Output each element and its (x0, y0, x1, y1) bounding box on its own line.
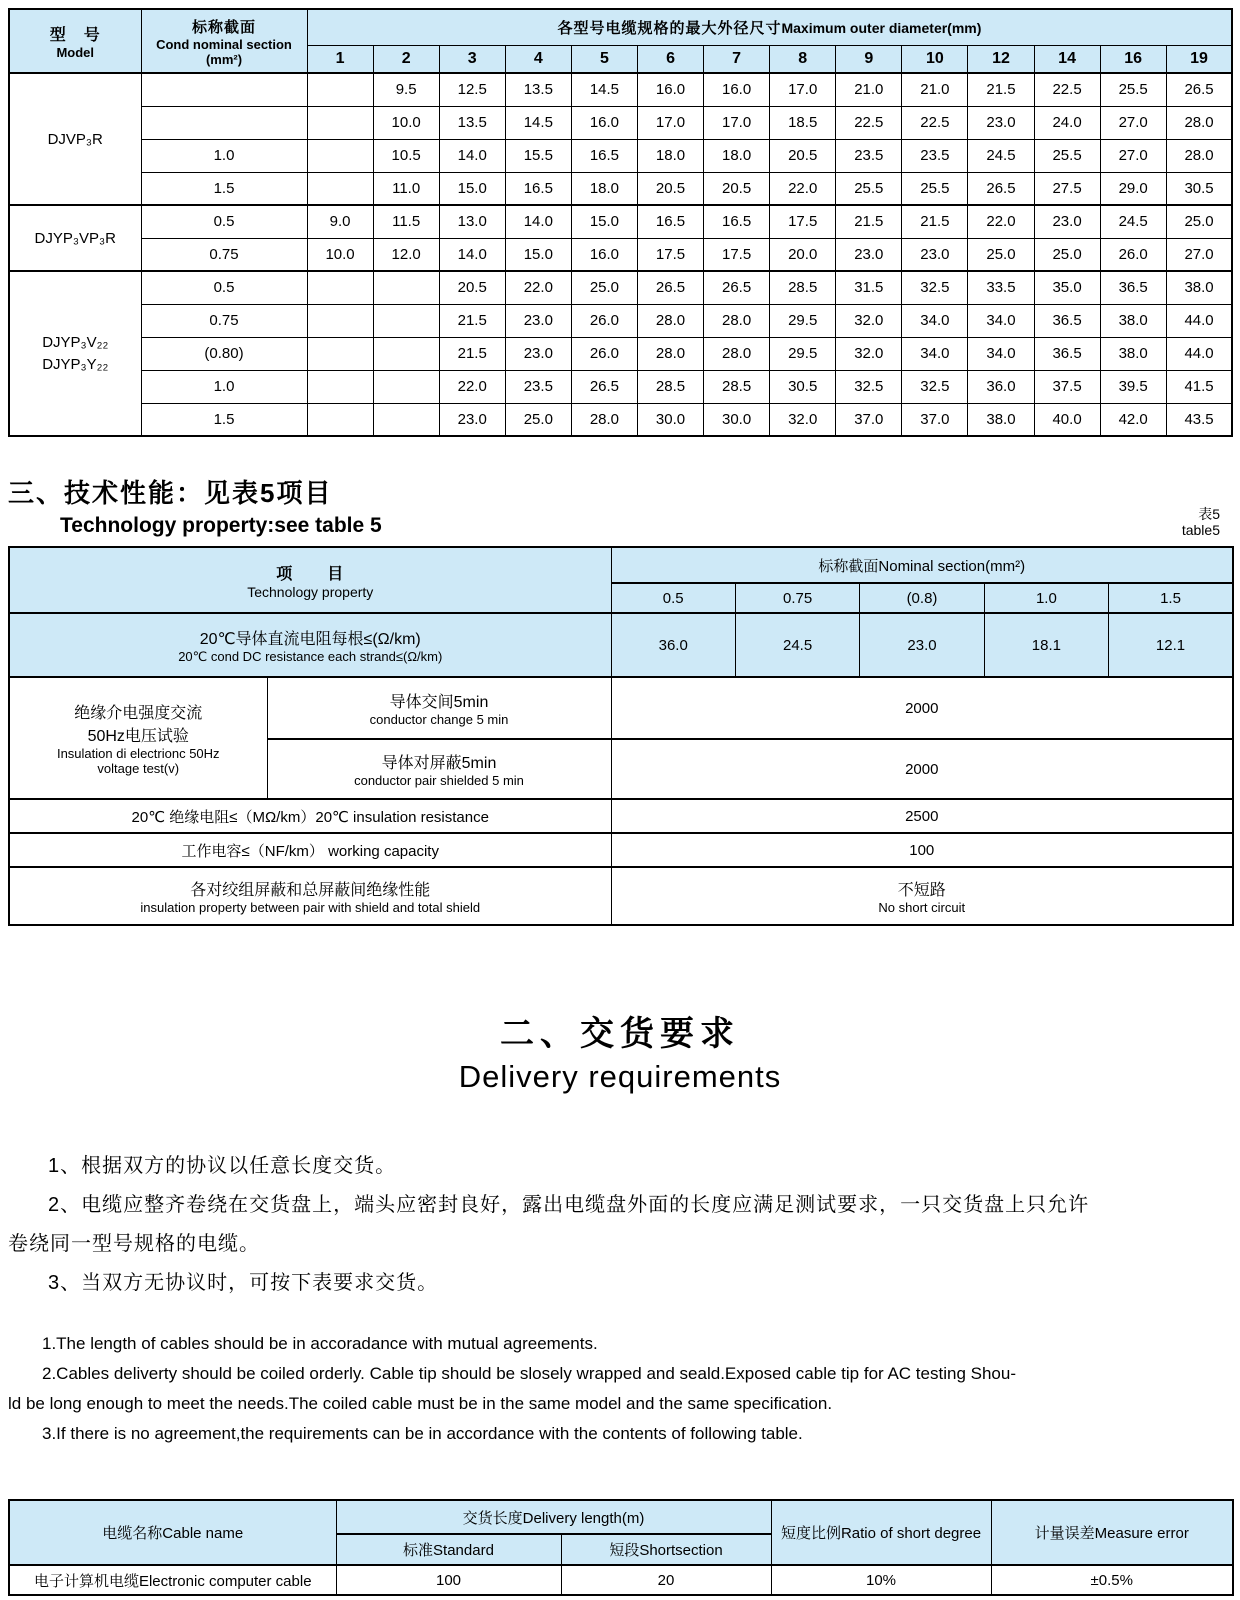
diameter-value-cell: 37.0 (902, 403, 968, 436)
shield-insulation-label (9, 867, 611, 925)
delivery-heading-zh: 二、交货要求 (500, 1015, 740, 1053)
diameter-value-cell: 17.5 (770, 205, 836, 238)
diameter-value-cell: 21.5 (968, 73, 1034, 106)
shield-insulation-row (9, 867, 1233, 925)
diameter-value-cell: 38.0 (1166, 271, 1232, 304)
diameter-value-cell: 21.5 (439, 337, 505, 370)
diameter-value-cell: 33.5 (968, 271, 1034, 304)
diameter-value-cell: 36.5 (1034, 337, 1100, 370)
standard-length-cell: 100 (336, 1565, 561, 1595)
size-column-header: 6 (637, 45, 703, 73)
diameter-value-cell: 16.0 (704, 73, 770, 106)
en-paragraph-3: 3.If there is no agreement,the requirements can be in accordance with the contents of following table. (42, 1424, 803, 1443)
diameter-value-cell: 17.5 (704, 238, 770, 271)
diameter-value-cell: 10.0 (373, 106, 439, 139)
ratio-short-degree-header: 短度比例Ratio of short degree (771, 1500, 991, 1565)
diameter-value-cell: 21.0 (902, 73, 968, 106)
t5-item-header-en: Technology property (247, 583, 374, 600)
size-column-header: 16 (1100, 45, 1166, 73)
tech-headings (8, 473, 382, 538)
diameter-value-cell: 10.5 (373, 139, 439, 172)
short-section-cell: 20 (561, 1565, 771, 1595)
nominal-section-cell: 1.0 (141, 139, 307, 172)
diameter-value-cell: 25.0 (1034, 238, 1100, 271)
zh-paragraph-2b: 卷绕同一型号规格的电缆。 (8, 1233, 260, 1255)
t5-header-row1 (9, 547, 1233, 583)
diameter-value-cell: 32.0 (836, 337, 902, 370)
nominal-section-cell (141, 73, 307, 106)
diameter-value-cell: 18.5 (770, 106, 836, 139)
diameter-value-cell: 22.5 (1034, 73, 1100, 106)
diameter-value-cell: 40.0 (1034, 403, 1100, 436)
en-paragraph-2b: ld be long enough to meet the needs.The coiled cable must be in the same model and the same specification. (8, 1394, 833, 1413)
diameter-value-cell: 15.0 (571, 205, 637, 238)
conductor-shield-value: 2000 (611, 739, 1233, 799)
voltage-test-label-zh1: 绝缘介电强度交流 (74, 705, 203, 722)
working-capacity-label: 工作电容≤（NF/km） working capacity (9, 833, 611, 867)
conductor-shield-label-zh: 导体对屏蔽5min (381, 755, 497, 772)
diameter-value-cell: 14.5 (505, 106, 571, 139)
dc-value-cell: 18.1 (984, 613, 1108, 677)
diameter-value-cell: 37.5 (1034, 370, 1100, 403)
diameter-value-cell: 27.0 (1100, 106, 1166, 139)
diameter-value-cell: 17.0 (770, 73, 836, 106)
diameter-value-cell: 16.0 (571, 106, 637, 139)
diameter-value-cell: 29.5 (770, 304, 836, 337)
t5-nominal-section-header: 标称截面Nominal section(mm²) (611, 547, 1233, 583)
diameter-value-cell: 24.0 (1034, 106, 1100, 139)
nominal-section-cell: (0.80) (141, 337, 307, 370)
diameter-value-cell (373, 304, 439, 337)
diameter-table-row (9, 73, 1232, 106)
diameter-table-row (9, 205, 1232, 238)
section-header-unit: (mm²) (205, 51, 243, 67)
diameter-table-row (9, 370, 1232, 403)
diameter-header-en: Maximum outer diameter(mm) (781, 19, 982, 36)
diameter-table-row (9, 238, 1232, 271)
diameter-value-cell: 25.0 (571, 271, 637, 304)
diameter-value-cell: 27.0 (1100, 139, 1166, 172)
diameter-value-cell: 26.5 (1166, 73, 1232, 106)
diameter-value-cell: 11.0 (373, 172, 439, 205)
model-cell (9, 205, 141, 271)
diameter-value-cell: 25.5 (1100, 73, 1166, 106)
diameter-value-cell: 20.5 (770, 139, 836, 172)
nominal-section-cell: 0.5 (141, 205, 307, 238)
dc-value-cell: 12.1 (1109, 613, 1233, 677)
dc-resistance-label-zh: 20℃导体直流电阻每根≤(Ω/km) (199, 630, 421, 648)
tech-heading-en: Technology property:see table 5 (60, 514, 382, 537)
diameter-header-row (9, 9, 1232, 45)
diameter-value-cell (373, 370, 439, 403)
delivery-table-header-row1 (9, 1500, 1233, 1534)
diameter-value-cell: 26.0 (1100, 238, 1166, 271)
t5-col-0.5: 0.5 (611, 583, 735, 613)
conductor-shield-label (267, 739, 611, 799)
shield-insulation-label-zh: 各对绞组屏蔽和总屏蔽间绝缘性能 (190, 882, 431, 899)
nominal-section-cell (141, 106, 307, 139)
diameter-value-cell (307, 172, 373, 205)
diameter-value-cell: 23.0 (836, 238, 902, 271)
voltage-test-label-en2: voltage test(v) (97, 761, 180, 776)
diameter-value-cell: 23.0 (505, 337, 571, 370)
diameter-value-cell: 25.5 (1034, 139, 1100, 172)
diameter-value-cell: 32.5 (836, 370, 902, 403)
shield-insulation-label-en: insulation property between pair with shield and total shield (140, 900, 481, 915)
diameter-value-cell: 12.0 (373, 238, 439, 271)
en-paragraph-2a: 2.Cables deliverty should be coiled orderly. Cable tip should be slosely wrapped and seald.Exposed cable tip for AC testing Shou- (42, 1364, 1016, 1383)
diameter-value-cell: 28.0 (704, 337, 770, 370)
diameter-value-cell: 16.5 (637, 205, 703, 238)
t5-item-header-zh: 项 目 (276, 565, 345, 583)
diameter-value-cell: 27.0 (1166, 238, 1232, 271)
diameter-value-cell: 21.0 (836, 73, 902, 106)
short-section-header: 短段Shortsection (561, 1534, 771, 1565)
diameter-value-cell: 23.5 (505, 370, 571, 403)
diameter-value-cell: 38.0 (1100, 304, 1166, 337)
diameter-value-cell: 22.5 (836, 106, 902, 139)
diameter-value-cell: 32.5 (902, 370, 968, 403)
diameter-value-cell: 20.0 (770, 238, 836, 271)
diameter-value-cell: 28.0 (637, 337, 703, 370)
diameter-value-cell: 16.5 (571, 139, 637, 172)
zh-paragraph-3: 3、当双方无协议时，可按下表要求交货。 (48, 1272, 439, 1294)
diameter-value-cell: 38.0 (968, 403, 1034, 436)
diameter-value-cell: 22.0 (968, 205, 1034, 238)
size-column-header: 8 (770, 45, 836, 73)
t5-col-1.0: 1.0 (984, 583, 1108, 613)
diameter-value-cell: 26.0 (571, 304, 637, 337)
diameter-value-cell: 44.0 (1166, 304, 1232, 337)
diameter-value-cell: 43.5 (1166, 403, 1232, 436)
diameter-value-cell: 36.0 (968, 370, 1034, 403)
diameter-value-cell: 13.5 (439, 106, 505, 139)
size-column-header: 19 (1166, 45, 1232, 73)
nominal-section-cell: 0.5 (141, 271, 307, 304)
diameter-value-cell (307, 304, 373, 337)
dc-value-cell: 36.0 (611, 613, 735, 677)
size-column-header: 10 (902, 45, 968, 73)
diameter-value-cell: 22.0 (505, 271, 571, 304)
diameter-value-cell: 26.0 (571, 337, 637, 370)
diameter-value-cell: 20.5 (439, 271, 505, 304)
insulation-resistance-label: 20℃ 绝缘电阻≤（MΩ/km）20℃ insulation resistance (9, 799, 611, 833)
dc-resistance-label-en: 20℃ cond DC resistance each strand≤(Ω/km) (178, 648, 443, 664)
zh-paragraph-1: 1、根据双方的协议以任意长度交货。 (48, 1155, 397, 1177)
measure-error-header: 计量误差Measure error (991, 1500, 1233, 1565)
diameter-table-row (9, 403, 1232, 436)
diameter-value-cell: 15.5 (505, 139, 571, 172)
diameter-value-cell: 35.0 (1034, 271, 1100, 304)
table5-ref-en: table5 (1181, 522, 1220, 538)
size-column-header: 5 (571, 45, 637, 73)
diameter-value-cell: 17.0 (704, 106, 770, 139)
dc-value-cell: 23.0 (860, 613, 984, 677)
diameter-value-cell: 42.0 (1100, 403, 1166, 436)
delivery-paragraphs-en (8, 1329, 1232, 1449)
diameter-header-zh: 各型号电缆规格的最大外径尺寸 (557, 19, 782, 37)
diameter-value-cell: 38.0 (1100, 337, 1166, 370)
diameter-value-cell: 29.5 (770, 337, 836, 370)
diameter-value-cell: 17.5 (637, 238, 703, 271)
diameter-value-cell: 18.0 (704, 139, 770, 172)
model-cell (9, 73, 141, 205)
conductor-change-label (267, 677, 611, 739)
diameter-value-cell: 22.0 (439, 370, 505, 403)
size-column-header: 9 (836, 45, 902, 73)
diameter-value-cell: 30.0 (704, 403, 770, 436)
diameter-value-cell: 34.0 (968, 337, 1034, 370)
diameter-value-cell: 36.5 (1100, 271, 1166, 304)
diameter-value-cell: 16.5 (505, 172, 571, 205)
diameter-value-cell: 41.5 (1166, 370, 1232, 403)
diameter-table-row (9, 106, 1232, 139)
diameter-value-cell: 26.5 (637, 271, 703, 304)
diameter-value-cell: 23.0 (902, 238, 968, 271)
voltage-test-row-1 (9, 677, 1233, 739)
delivery-length-header: 交货长度Delivery length(m) (336, 1500, 771, 1534)
tech-section-header (8, 473, 1232, 538)
diameter-value-cell: 18.0 (637, 139, 703, 172)
diameter-value-cell: 25.5 (836, 172, 902, 205)
diameter-value-cell: 26.5 (571, 370, 637, 403)
nominal-section-column-header (141, 9, 307, 73)
diameter-value-cell: 13.0 (439, 205, 505, 238)
size-column-header: 3 (439, 45, 505, 73)
diameter-value-cell: 44.0 (1166, 337, 1232, 370)
diameter-value-cell: 32.5 (902, 271, 968, 304)
diameter-value-cell: 29.0 (1100, 172, 1166, 205)
diameter-value-cell: 23.0 (439, 403, 505, 436)
conductor-change-label-zh: 导体交间5min (389, 694, 489, 711)
conductor-change-value: 2000 (611, 677, 1233, 739)
voltage-test-label-en1: Insulation di electrionc 50Hz (56, 746, 220, 761)
diameter-value-cell: 28.5 (770, 271, 836, 304)
diameter-value-cell: 20.5 (637, 172, 703, 205)
en-paragraph-1: 1.The length of cables should be in accoradance with mutual agreements. (42, 1334, 598, 1353)
diameter-value-cell: 26.5 (704, 271, 770, 304)
model-header-zh: 型 号 (49, 27, 101, 44)
nominal-section-cell: 1.5 (141, 403, 307, 436)
model-cell (9, 271, 141, 436)
diameter-value-cell: 16.5 (704, 205, 770, 238)
diameter-value-cell: 23.0 (505, 304, 571, 337)
diameter-value-cell: 39.5 (1100, 370, 1166, 403)
diameter-table (8, 8, 1233, 437)
diameter-value-cell: 30.0 (637, 403, 703, 436)
working-capacity-value: 100 (611, 833, 1233, 867)
model-header-en: Model (56, 45, 95, 60)
diameter-value-cell: 21.5 (836, 205, 902, 238)
diameter-value-cell (307, 139, 373, 172)
delivery-heading-en: Delivery requirements (458, 1059, 782, 1094)
table5-ref-zh: 表5 (1198, 506, 1220, 522)
diameter-table-row (9, 337, 1232, 370)
diameter-value-cell (307, 106, 373, 139)
t5-col-0.75: 0.75 (735, 583, 859, 613)
dc-value-cell: 24.5 (735, 613, 859, 677)
max-outer-diameter-header (307, 9, 1232, 45)
nominal-section-cell: 1.5 (141, 172, 307, 205)
size-column-header: 12 (968, 45, 1034, 73)
diameter-value-cell: 12.5 (439, 73, 505, 106)
diameter-value-cell: 9.0 (307, 205, 373, 238)
diameter-value-cell (307, 73, 373, 106)
diameter-value-cell: 22.5 (902, 106, 968, 139)
diameter-value-cell: 25.0 (505, 403, 571, 436)
t5-item-header (9, 547, 611, 613)
diameter-table-row (9, 304, 1232, 337)
size-column-header: 7 (704, 45, 770, 73)
diameter-value-cell (307, 271, 373, 304)
diameter-value-cell: 14.0 (439, 238, 505, 271)
delivery-length-table (8, 1499, 1234, 1596)
voltage-test-label (9, 677, 267, 799)
model-column-header (9, 9, 141, 73)
diameter-value-cell: 28.5 (637, 370, 703, 403)
diameter-value-cell: 34.0 (902, 337, 968, 370)
diameter-table-body (9, 9, 1232, 436)
ratio-cell: 10% (771, 1565, 991, 1595)
section-header-en: Cond nominal section (156, 36, 292, 52)
diameter-value-cell: 15.0 (505, 238, 571, 271)
size-column-header: 2 (373, 45, 439, 73)
diameter-value-cell: 23.0 (968, 106, 1034, 139)
conductor-shield-label-en: conductor pair shielded 5 min (354, 773, 524, 788)
working-capacity-row (9, 833, 1233, 867)
insulation-resistance-value: 2500 (611, 799, 1233, 833)
tech-heading-zh: 三、技术性能：见表5项目 (8, 478, 333, 508)
diameter-value-cell: 28.0 (571, 403, 637, 436)
diameter-value-cell: 25.0 (968, 238, 1034, 271)
diameter-table-row (9, 172, 1232, 205)
diameter-value-cell: 23.0 (1034, 205, 1100, 238)
diameter-value-cell: 11.5 (373, 205, 439, 238)
diameter-value-cell: 30.5 (770, 370, 836, 403)
diameter-value-cell: 32.0 (836, 304, 902, 337)
technology-property-table (8, 546, 1234, 926)
diameter-value-cell (373, 271, 439, 304)
model-name: DJYP₃Y₂₂ (42, 356, 109, 373)
section-header-zh: 标称截面 (191, 18, 256, 36)
diameter-value-cell: 24.5 (968, 139, 1034, 172)
error-cell: ±0.5% (991, 1565, 1233, 1595)
zh-paragraph-2a: 2、电缆应整齐卷绕在交货盘上，端头应密封良好，露出电缆盘外面的长度应满足测试要求，一只交货盘上只允许 (48, 1194, 1090, 1216)
diameter-value-cell: 16.0 (637, 73, 703, 106)
size-column-header: 14 (1034, 45, 1100, 73)
dc-resistance-label (9, 613, 611, 677)
model-name: DJYP₃VP₃R (34, 229, 116, 247)
diameter-value-cell: 25.0 (1166, 205, 1232, 238)
standard-header: 标准Standard (336, 1534, 561, 1565)
size-column-header: 4 (505, 45, 571, 73)
insulation-resistance-row (9, 799, 1233, 833)
size-column-header: 1 (307, 45, 373, 73)
diameter-value-cell: 32.0 (770, 403, 836, 436)
diameter-value-cell: 28.0 (1166, 139, 1232, 172)
model-name: DJYP₃V₂₂ (42, 334, 109, 351)
diameter-value-cell: 30.5 (1166, 172, 1232, 205)
delivery-section-heading (8, 1006, 1232, 1095)
delivery-paragraphs-zh (8, 1147, 1232, 1303)
nominal-section-cell: 0.75 (141, 304, 307, 337)
diameter-value-cell: 26.5 (968, 172, 1034, 205)
voltage-test-label-zh2: 50Hz电压试验 (87, 728, 189, 745)
diameter-value-cell (307, 337, 373, 370)
diameter-value-cell: 28.5 (704, 370, 770, 403)
table5-reference (1182, 506, 1232, 538)
diameter-value-cell: 17.0 (637, 106, 703, 139)
diameter-value-cell (373, 337, 439, 370)
diameter-value-cell: 36.5 (1034, 304, 1100, 337)
conductor-change-label-en: conductor change 5 min (369, 712, 509, 727)
diameter-value-cell: 10.0 (307, 238, 373, 271)
diameter-value-cell: 18.0 (571, 172, 637, 205)
model-name: DJVP₃R (47, 130, 103, 148)
diameter-value-cell: 14.5 (571, 73, 637, 106)
diameter-value-cell: 23.5 (902, 139, 968, 172)
diameter-value-cell: 28.0 (637, 304, 703, 337)
diameter-value-cell: 21.5 (439, 304, 505, 337)
diameter-value-cell: 14.0 (505, 205, 571, 238)
diameter-value-cell: 27.5 (1034, 172, 1100, 205)
diameter-value-cell: 34.0 (968, 304, 1034, 337)
nominal-section-cell: 1.0 (141, 370, 307, 403)
diameter-value-cell: 24.5 (1100, 205, 1166, 238)
shield-insulation-value (611, 867, 1233, 925)
diameter-value-cell: 15.0 (439, 172, 505, 205)
diameter-value-cell: 13.5 (505, 73, 571, 106)
diameter-value-cell: 21.5 (902, 205, 968, 238)
diameter-value-cell: 28.0 (704, 304, 770, 337)
dc-resistance-row (9, 613, 1233, 677)
diameter-value-cell: 31.5 (836, 271, 902, 304)
diameter-value-cell (307, 370, 373, 403)
diameter-value-cell: 20.5 (704, 172, 770, 205)
diameter-value-cell: 34.0 (902, 304, 968, 337)
diameter-value-cell: 22.0 (770, 172, 836, 205)
diameter-value-cell: 23.5 (836, 139, 902, 172)
diameter-value-cell: 9.5 (373, 73, 439, 106)
delivery-table-data-row (9, 1565, 1233, 1595)
no-short-circuit-en: No short circuit (878, 900, 966, 915)
diameter-value-cell: 16.0 (571, 238, 637, 271)
diameter-value-cell (373, 403, 439, 436)
cable-name-cell: 电子计算机电缆Electronic computer cable (9, 1565, 336, 1595)
diameter-value-cell: 37.0 (836, 403, 902, 436)
diameter-value-cell: 14.0 (439, 139, 505, 172)
diameter-table-row (9, 139, 1232, 172)
diameter-value-cell: 28.0 (1166, 106, 1232, 139)
cable-name-header: 电缆名称Cable name (9, 1500, 336, 1565)
t5-col-0.8: (0.8) (860, 583, 984, 613)
nominal-section-cell: 0.75 (141, 238, 307, 271)
t5-col-1.5: 1.5 (1109, 583, 1233, 613)
diameter-table-row (9, 271, 1232, 304)
no-short-circuit-zh: 不短路 (897, 882, 946, 899)
diameter-value-cell: 25.5 (902, 172, 968, 205)
diameter-value-cell (307, 403, 373, 436)
